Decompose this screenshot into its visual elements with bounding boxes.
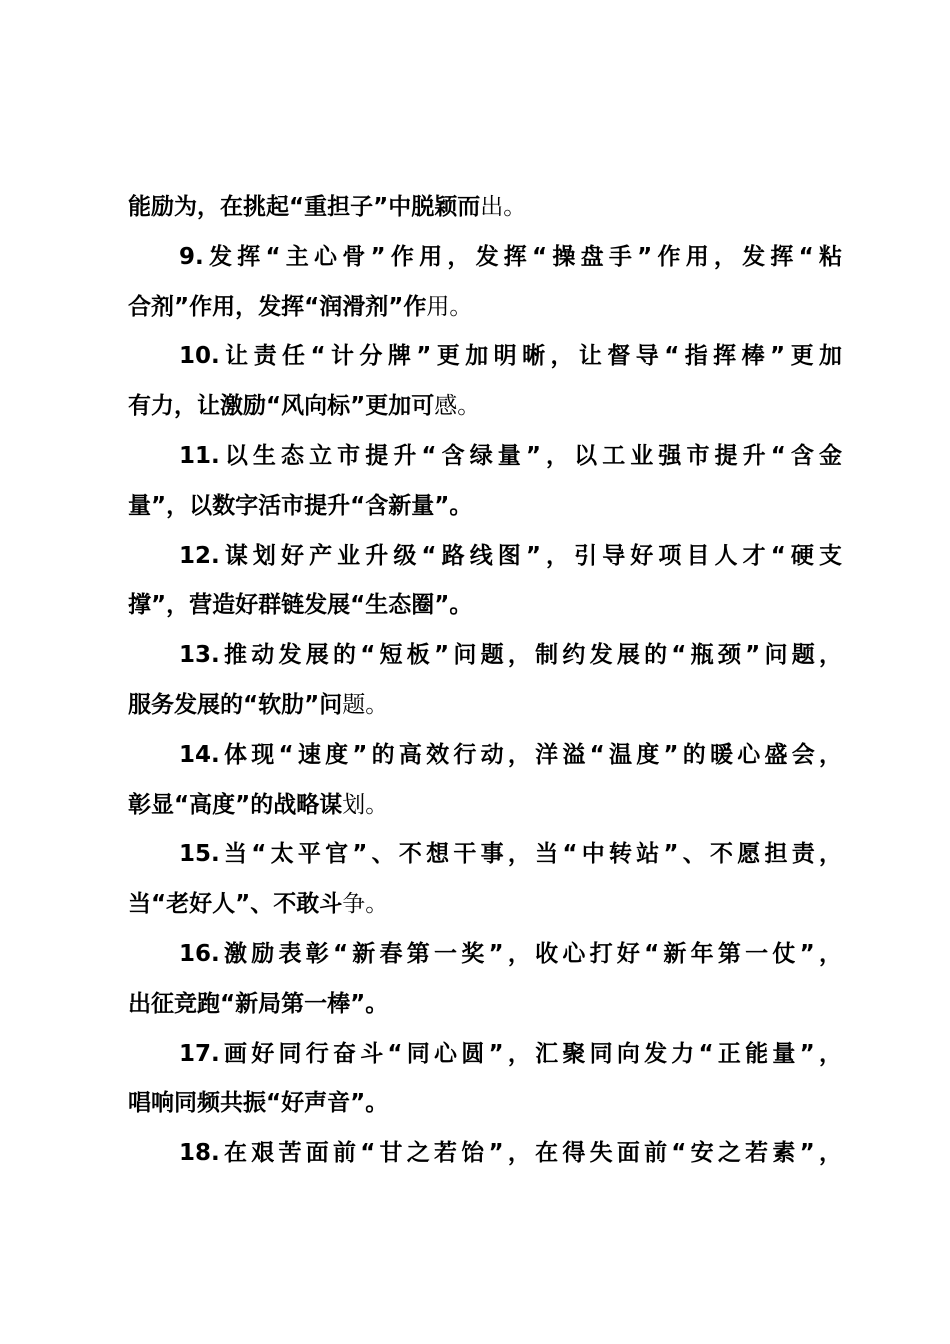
line-text: 12.谋划好产业升级“路线图”，引导好项目人才“硬支 [179, 542, 842, 569]
paragraph-13-line-1 [128, 631, 842, 681]
line-tail: 用。 [426, 293, 473, 320]
line-text: 唱响同频共振“好声音”。 [128, 1090, 389, 1117]
line-text: 当“老好人”、不敢斗 [128, 891, 343, 918]
paragraph-15-line-1 [128, 830, 842, 880]
paragraph-11-line-1 [128, 432, 842, 482]
paragraph-9-line-2 [128, 283, 842, 333]
line-text: 彰显“高度”的战略谋 [128, 791, 343, 818]
paragraph-12-line-2 [128, 581, 842, 631]
paragraph-15-line-2 [128, 880, 842, 930]
paragraph-16-line-1 [128, 930, 842, 980]
line-text: 能励为，在挑起“重担子”中脱颖而 [128, 194, 481, 220]
line-text: 15.当“太平官”、不想干事，当“中转站”、不愿担责， [179, 841, 842, 868]
paragraph-10-line-1 [128, 332, 842, 382]
line-text: 合剂”作用，发挥“润滑剂”作 [128, 293, 427, 320]
line-text: 撑”，营造好群链发展“生态圈”。 [128, 592, 473, 619]
paragraph-18-line-1 [128, 1129, 842, 1179]
paragraph-13-line-2 [128, 681, 842, 731]
line-tail: 争。 [342, 891, 389, 918]
paragraph-17-line-1 [128, 1030, 842, 1080]
paragraph-12-line-1 [128, 532, 842, 582]
paragraph-10-line-2 [128, 382, 842, 432]
line-text: 10.让责任“计分牌”更加明晰，让督导“指挥棒”更加 [179, 343, 842, 370]
line-text: 出征竞跑“新局第一棒”。 [128, 990, 389, 1017]
paragraph-8-line-2 [128, 183, 842, 233]
line-tail: 感。 [434, 393, 481, 420]
line-tail: 题。 [342, 691, 389, 718]
line-tail: 划。 [342, 791, 389, 818]
line-text: 量”，以数字活市提升“含新量”。 [128, 492, 473, 519]
line-tail: 出。 [480, 194, 527, 220]
line-text: 17.画好同行奋斗“同心圆”，汇聚同向发力“正能量”， [179, 1040, 842, 1067]
line-text: 9.发挥“主心骨”作用，发挥“操盘手”作用，发挥“粘 [179, 243, 842, 270]
line-text: 11.以生态立市提升“含绿量”，以工业强市提升“含金 [179, 442, 842, 469]
line-text: 16.激励表彰“新春第一奖”，收心打好“新年第一仗”， [179, 940, 842, 967]
line-text: 13.推动发展的“短板”问题，制约发展的“瓶颈”问题， [179, 642, 842, 669]
line-text: 14.体现“速度”的高效行动，洋溢“温度”的暖心盛会， [179, 741, 842, 768]
paragraph-9-line-1 [128, 233, 842, 283]
paragraph-16-line-2 [128, 980, 842, 1030]
paragraph-14-line-1 [128, 731, 842, 781]
document-body [128, 183, 842, 1179]
line-text: 18.在艰苦面前“甘之若饴”，在得失面前“安之若素”， [179, 1140, 842, 1167]
paragraph-11-line-2 [128, 482, 842, 532]
line-text: 服务发展的“软肋”问 [128, 691, 343, 718]
line-text: 有力，让激励“风向标”更加可 [128, 393, 435, 420]
paragraph-14-line-2 [128, 781, 842, 831]
paragraph-17-line-2 [128, 1079, 842, 1129]
